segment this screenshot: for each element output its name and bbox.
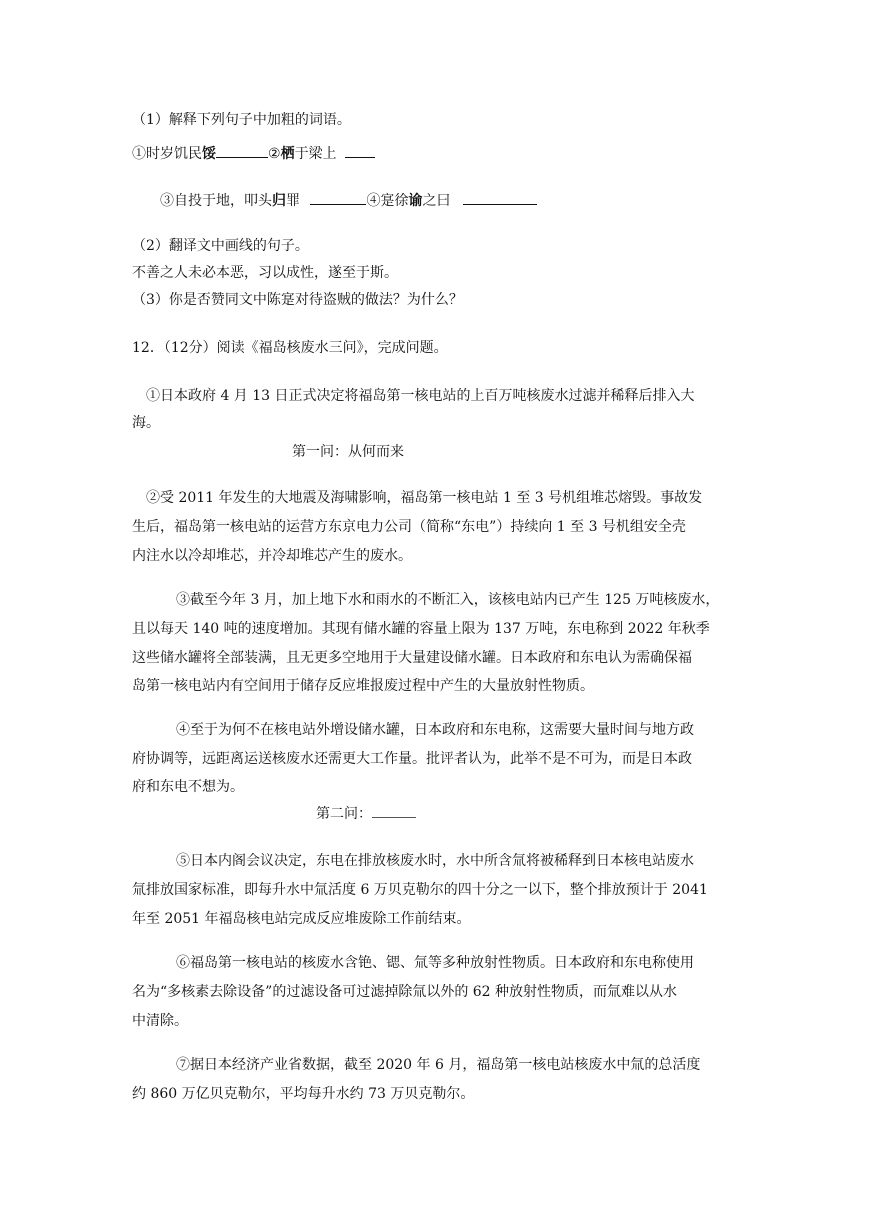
item2-number: ② xyxy=(268,146,281,162)
paragraph-3-line-2: 且以每天 140 吨的速度增加。其现有储水罐的容量上限为 137 万吨，东电称到 2022 年秋季 xyxy=(132,621,710,637)
item1-bold-word: 馁 xyxy=(202,146,216,162)
paragraph-5-line-1: ⑤日本内阁会议决定，东电在排放核废水时，水中所含氚将被稀释到日本核电站废水 xyxy=(176,853,694,869)
section-heading-2-blank[interactable] xyxy=(372,805,416,818)
item2-text: 于梁上 xyxy=(294,146,337,162)
paragraph-4-line-2: 府协调等，远距离运送核废水还需更大工作量。批评者认为，此举不是不可为，而是日本政 xyxy=(132,751,692,767)
item1-number: ① xyxy=(132,146,146,162)
item2-answer-blank[interactable] xyxy=(345,141,375,158)
q2-sentence: 不善之人未必本恶，习以成性，遂至于斯。 xyxy=(132,265,398,281)
item4-text-post: 之曰 xyxy=(422,193,451,209)
item1-text: 时岁饥民 xyxy=(146,146,202,162)
paragraph-1-line-2: 海。 xyxy=(132,415,160,431)
paragraph-2-line-2: 生后，福岛第一核电站的运营方东京电力公司（简称“东电”）持续向 1 至 3 号机组安全壳 xyxy=(132,519,686,535)
paragraph-6-line-1: ⑥福岛第一核电站的核废水含铯、锶、氚等多种放射性物质。日本政府和东电称使用 xyxy=(176,955,694,971)
paragraph-6-line-2: 名为“多核素去除设备”的过滤设备可过滤掉除氚以外的 62 种放射性物质，而氚难以从水 xyxy=(132,984,678,1000)
q1-prompt: （1）解释下列句子中加粗的词语。 xyxy=(132,112,351,128)
item3-answer-blank[interactable] xyxy=(310,188,366,205)
item3-number: ③ xyxy=(160,193,174,209)
paragraph-7-line-1: ⑦据日本经济产业省数据，截至 2020 年 6 月，福岛第一核电站核废水中氚的总活度 xyxy=(176,1057,701,1073)
item4-text: 寔徐 xyxy=(380,193,409,209)
q1-items-row2 xyxy=(160,188,537,211)
paragraph-5-line-3: 年至 2051 年福岛核电站完成反应堆废除工作前结束。 xyxy=(132,911,471,927)
q3-prompt: （3）你是否赞同文中陈寔对待盗贼的做法？为什么？ xyxy=(132,292,463,308)
item1-answer-blank[interactable] xyxy=(216,141,268,158)
q12-header: 12．（12分）阅读《福岛核废水三问》，完成问题。 xyxy=(132,340,448,356)
paragraph-5-line-2: 氚排放国家标准，即每升水中氚活度 6 万贝克勒尔的四十分之一以下，整个排放预计于 2041 xyxy=(132,882,708,898)
paragraph-3-line-3: 这些储水罐将全部装满，且无更多空地用于大量建设储水罐。日本政府和东电认为需确保福 xyxy=(132,650,692,666)
paragraph-2-line-3: 内注水以冷却堆芯，并冷却堆芯产生的废水。 xyxy=(132,548,412,564)
item4-number: ④ xyxy=(366,193,381,209)
item3-text: 自投于地，叩头 xyxy=(174,193,272,209)
item3-text-post: 罪 xyxy=(286,193,300,209)
item3-bold-word: 归 xyxy=(272,193,286,209)
paragraph-6-line-3: 中清除。 xyxy=(132,1013,188,1029)
paragraph-7-line-2: 约 860 万亿贝克勒尔，平均每升水约 73 万贝克勒尔。 xyxy=(132,1086,475,1102)
section-heading-1: 第一问：从何而来 xyxy=(292,444,404,460)
paragraph-2-line-1: ②受 2011 年发生的大地震及海啸影响，福岛第一核电站 1 至 3 号机组堆芯熔毁。事故发 xyxy=(146,490,703,506)
paragraph-3-line-4: 岛第一核电站内有空间用于储存反应堆报废过程中产生的大量放射性物质。 xyxy=(132,678,594,694)
section-heading-2-label: 第二问： xyxy=(316,806,372,822)
item4-answer-blank[interactable] xyxy=(463,188,537,205)
section-heading-2 xyxy=(316,804,416,824)
paragraph-4-line-3: 府和东电不想为。 xyxy=(132,779,244,795)
item2-bold-word: 栖 xyxy=(280,146,295,162)
item4-bold-word: 谕 xyxy=(408,193,423,209)
q1-items-row1 xyxy=(132,141,375,164)
paragraph-1-line-1: ①日本政府 4 月 13 日正式决定将福岛第一核电站的上百万吨核废水过滤并稀释后排入大 xyxy=(146,388,695,404)
paragraph-4-line-1: ④至于为何不在核电站外增设储水罐，日本政府和东电称，这需要大量时间与地方政 xyxy=(176,722,694,738)
paragraph-3-line-1: ③截至今年 3 月，加上地下水和雨水的不断汇入，该核电站内已产生 125 万吨核废水， xyxy=(176,592,720,608)
q2-prompt: （2）翻译文中画线的句子。 xyxy=(132,238,309,254)
